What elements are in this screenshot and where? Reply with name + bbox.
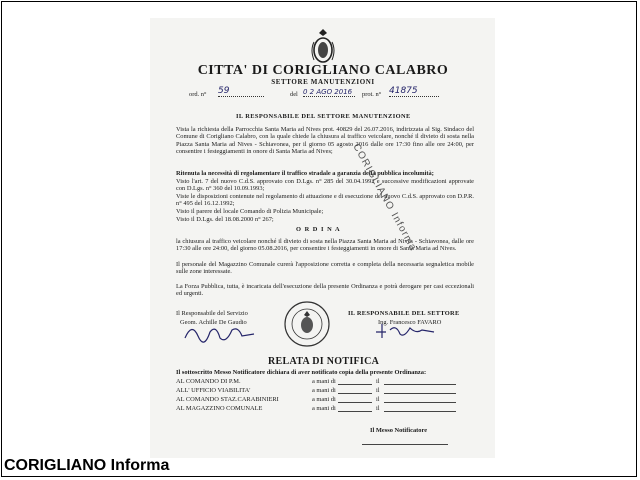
section-heading: IL RESPONSABILE DEL SETTORE MANUTENZIONE: [236, 113, 411, 120]
date-label: del: [290, 91, 298, 98]
prot-label: prot. n°: [362, 91, 382, 98]
ord-number: 59: [218, 86, 264, 97]
notification-by-label: a mani di: [312, 387, 336, 394]
footer-caption: CORIGLIANO Informa: [4, 457, 170, 474]
municipal-seal-icon: [283, 300, 331, 348]
prot-number: 41875: [389, 86, 439, 97]
notification-on-label: il: [376, 387, 380, 394]
intro-paragraph: Vista la richiesta della Parrocchia Santa Maria ad Nives prot. 40829 del 26.07.2016, indirizzata al Sig. Sindaco del Comune di Corigliano Calabro, con la quale chiede la chiusura al traffico veicolare, nonché il divieto di sosta nella Piazza Santa Maria ad Nives - Schiavonea, per il giorno 05 agosto 2016 dalle ore 17:30 fino alle ore 24:00, per consentire i festeggiamenti in onore di Santa Maria ad Nives;: [176, 126, 474, 155]
relata-title: RELATA DI NOTIFICA: [268, 356, 380, 367]
notification-by-line: [338, 396, 372, 403]
notification-by-line: [338, 378, 372, 385]
notification-on-line: [384, 396, 456, 403]
order-paragraph-3: La Forza Pubblica, tutta, è incaricata dell'esecuzione della presente Ordinanza e potrà derogare per casi eccezionali ed urgenti.: [176, 283, 474, 298]
notification-recipient: AL MAGAZZINO COMUNALE: [176, 405, 263, 412]
order-paragraph-2: Il personale del Magazzino Comunale curerà l'apposizione corretta e completa della necessaria segnaletica mobile sulle zone interessate.: [176, 261, 474, 276]
visto-paragraph-2: Visto il parere del locale Comando di Polizia Municipale;: [176, 208, 324, 215]
visto-paragraph-1: Visto l'art. 7 del nuovo C.d.S. approvato con D.Lgs. n° 285 del 30.04.1992 e successive modificazioni approvate con D.Lgs. n° 360 del 10.09.1993;: [176, 178, 474, 193]
notification-by-label: a mani di: [312, 396, 336, 403]
notification-row: [176, 387, 476, 395]
notification-on-line: [384, 405, 456, 412]
notification-row: [176, 378, 476, 386]
notification-by-label: a mani di: [312, 405, 336, 412]
ord-label: ord. n°: [189, 91, 207, 98]
relata-intro: Il sottoscritto Messo Notificatore dichiara di aver notificato copia della presente Ordinanza:: [176, 369, 427, 376]
left-signature-scribble: [182, 318, 262, 346]
date-value: 0 2 AGO 2016: [303, 88, 355, 97]
notification-on-line: [384, 378, 456, 385]
left-signature-title: Il Responsabile del Servizio: [176, 310, 248, 317]
right-signature-title: IL RESPONSABILE DEL SETTORE: [348, 310, 460, 317]
notification-row: [176, 396, 476, 404]
city-crest-icon: [308, 28, 338, 66]
messo-signature-line: [362, 444, 448, 445]
notification-row: [176, 405, 476, 413]
notification-on-label: il: [376, 378, 380, 385]
notification-on-label: il: [376, 405, 380, 412]
notification-recipient: ALL' UFFICIO VIABILITA': [176, 387, 251, 394]
notification-recipient: AL COMANDO DI P.M.: [176, 378, 241, 385]
viste-paragraph: Viste le disposizioni contenute nel regolamento di attuazione e di esecuzione del nuovo C.d.S. approvato con D.P.R. n° 495 del 16.12.1992;: [176, 193, 474, 208]
notification-by-label: a mani di: [312, 378, 336, 385]
notification-by-line: [338, 387, 372, 394]
notification-on-label: il: [376, 396, 380, 403]
document-subtitle: SETTORE MANUTENZIONI: [271, 78, 375, 86]
messo-label: Il Messo Notificatore: [370, 427, 428, 434]
notification-by-line: [338, 405, 372, 412]
document-title: CITTA' DI CORIGLIANO CALABRO: [197, 63, 449, 78]
watermark: CORIGLIANO Informa: [350, 142, 419, 254]
right-signature-scribble: [372, 320, 442, 342]
order-paragraph-1: la chiusura al traffico veicolare nonché il divieto di sosta nella Piazza Santa Maria ad Nives - Schiavonea, dalle ore 17:30 alle ore 24:00, del giorno 05.08.2016, per consentire i festeggiamenti in onore di Santa Maria ad Nives.: [176, 238, 474, 253]
ordina-heading: O R D I N A: [296, 226, 341, 233]
left-signature-name: Geom. Achille De Gaudio: [180, 319, 247, 326]
notification-recipient: AL COMANDO STAZ.CARABINIERI: [176, 396, 279, 403]
right-signature-name: Ing. Francesco FAVARO: [378, 319, 442, 326]
visto-paragraph-3: Visto il D.Lgs. del 18.08.2000 n° 267;: [176, 216, 274, 223]
considerata-paragraph: Ritenuta la necessità di regolamentare il traffico stradale a garanzia della pubblica incolumità;: [176, 170, 434, 177]
notification-on-line: [384, 387, 456, 394]
